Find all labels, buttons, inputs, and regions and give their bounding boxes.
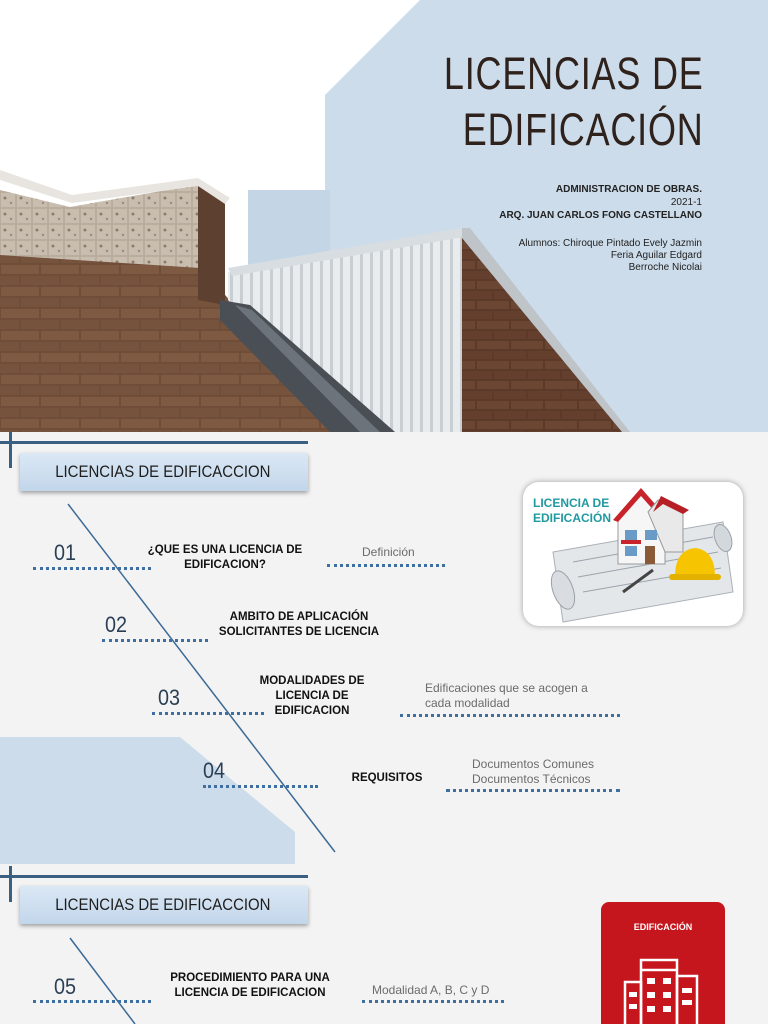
item-number: 04 [203,758,226,783]
dotted-underline [152,712,264,715]
item-title: ¿QUE ES UNA LICENCIA DE EDIFICACION? [147,544,303,571]
section-banner [20,886,308,924]
card-title: LICENCIA DE EDIFICACIÓN [533,496,611,525]
dotted-underline [327,564,445,567]
building-icon [601,942,725,1024]
cover-title-line-1: LICENCIAS DE [444,48,704,99]
item-description: Definición [362,545,415,559]
edificacion-card [601,902,725,1024]
diagonal-divider-line [70,938,135,1024]
item-number: 02 [105,612,128,637]
section-banner-text: LICENCIAS DE EDIFICACCION [55,462,271,481]
student-line: Feria Aguilar Edgard [610,250,702,261]
dotted-underline [102,639,208,642]
header-tick [9,432,12,468]
item-description: Edificaciones que se acogen a cada modalidad [425,681,588,710]
item-title: MODALIDADES DE LICENCIA DE EDIFICACION [259,675,365,717]
section-banner [20,453,308,491]
item-number: 05 [54,974,77,999]
cover-title-line-2: EDIFICACIÓN [463,104,704,155]
header-tick [9,866,12,902]
course-period: 2021-1 [670,197,702,208]
student-line: Berroche Nicolai [628,262,702,273]
student-line: Alumnos: Chiroque Pintado Evely Jazmin [518,238,702,249]
dotted-underline [446,789,620,792]
item-description: Documentos Comunes Documentos Técnicos [472,757,595,786]
item-title: REQUISITOS [351,772,423,784]
item-title: PROCEDIMIENTO PARA UNA LICENCIA DE EDIFICACION [170,972,330,999]
item-number: 03 [158,685,181,710]
edificacion-card-label: EDIFICACIÓN [633,922,693,932]
professor-name: ARQ. JUAN CARLOS FONG CASTELLANO [499,210,702,221]
header-rule [0,441,308,444]
item-description: Modalidad A, B, C y D [372,983,490,997]
section-banner-text: LICENCIAS DE EDIFICACCION [55,895,271,914]
item-title: AMBITO DE APLICACIÓN SOLICITANTES DE LICENCIA [218,611,380,638]
index-slide [0,432,768,864]
index-slide-continued [0,866,768,1024]
dotted-underline [33,1000,151,1003]
item-number: 01 [54,540,77,565]
cover-slide [0,0,768,432]
dotted-underline [362,1000,504,1003]
header-rule [0,875,308,878]
license-illustration-card [523,482,743,626]
course-name: ADMINISTRACION DE OBRAS. [555,184,702,195]
dotted-underline [203,785,318,788]
cover-title [444,46,704,158]
dotted-underline [400,714,620,717]
